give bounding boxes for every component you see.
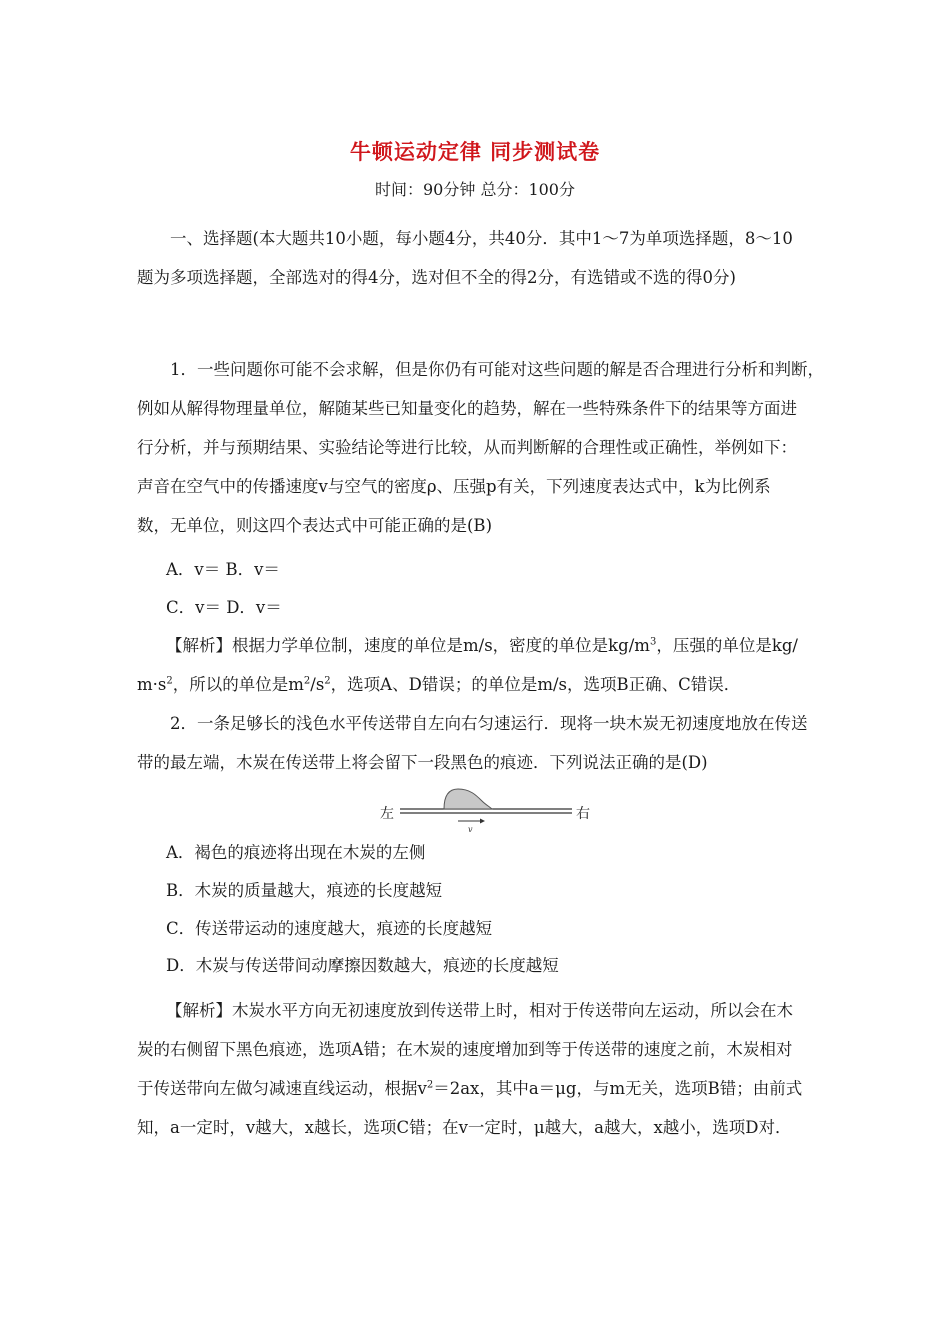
question-2-analysis-line: 【解析】木炭水平方向无初速度放到传送带上时，相对于传送带向左运动，所以会在木 <box>166 1001 793 1020</box>
analysis-text: ＝2ax，其中a＝μg，与m无关，选项B错；由前式 <box>433 1079 803 1098</box>
question-2-option: B．木炭的质量越大，痕迹的长度越短 <box>166 881 443 900</box>
analysis-text: /s <box>310 675 325 694</box>
charcoal-block-icon <box>444 789 492 809</box>
question-2-analysis-line: 知，a一定时，v越大，x越长，选项C错；在v一定时，μ越大，a越大，x越小，选项D对． <box>137 1118 792 1137</box>
analysis-text: m·s <box>137 675 167 694</box>
exam-info: 时间：90分钟 总分：100分 <box>375 180 575 199</box>
superscript: 2 <box>324 675 331 687</box>
superscript: 2 <box>303 675 311 687</box>
right-label: 右 <box>576 806 590 822</box>
question-2-option: A．褐色的痕迹将出现在木炭的左侧 <box>166 843 426 862</box>
section-heading-line: 题为多项选择题，全部选对的得4分，选对但不全的得2分，有选错或不选的得0分) <box>137 268 736 287</box>
question-1-line: 声音在空气中的传播速度v与空气的密度ρ、压强p有关，下列速度表达式中，k为比例系 <box>137 477 771 496</box>
analysis-text: 【解析】根据力学单位制，速度的单位是m/s，密度的单位是kg/m <box>166 636 650 655</box>
velocity-label: v <box>468 825 473 834</box>
question-1-analysis-line <box>166 635 798 657</box>
question-1-line: 数，无单位，则这四个表达式中可能正确的是(B) <box>137 516 492 535</box>
question-1-analysis-line <box>137 674 740 696</box>
superscript: 2 <box>166 675 173 687</box>
question-1-line: 行分析，并与预期结果、实验结论等进行比较，从而判断解的合理性或正确性，举例如下： <box>137 438 797 457</box>
left-label: 左 <box>380 806 394 822</box>
question-2-analysis-line: 炭的右侧留下黑色痕迹，选项A错；在木炭的速度增加到等于传送带的速度之前，木炭相对 <box>137 1040 793 1059</box>
section-heading-line: 一、选择题(本大题共10小题，每小题4分，共40分．其中1～7为单项选择题，8～10 <box>170 229 793 248</box>
question-1-options-cd: C．v＝ D．v＝ <box>166 598 282 617</box>
conveyor-belt-diagram <box>380 785 600 835</box>
analysis-text: 于传送带向左做匀减速直线运动，根据v <box>137 1079 427 1098</box>
question-1-line: 1．一些问题你可能不会求解，但是你仍有可能对这些问题的解是否合理进行分析和判断， <box>170 360 824 379</box>
question-2-line: 带的最左端，木炭在传送带上将会留下一段黑色的痕迹．下列说法正确的是(D) <box>137 753 708 772</box>
analysis-text: ，所以的单位是m <box>172 675 304 694</box>
analysis-text: ，选项A、D错误；的单位是m/s，选项B正确、C错误． <box>330 675 741 694</box>
superscript: 2 <box>426 1079 434 1091</box>
superscript: 3 <box>649 636 657 648</box>
arrowhead-icon <box>480 819 485 824</box>
question-1-options-ab: A．v＝ B．v＝ <box>166 560 280 579</box>
question-2-option: D．木炭与传送带间动摩擦因数越大，痕迹的长度越短 <box>166 956 559 975</box>
question-2-line: 2．一条足够长的浅色水平传送带自左向右匀速运行．现将一块木炭无初速度地放在传送 <box>170 714 808 733</box>
document-title: 牛顿运动定律 同步测试卷 <box>349 140 601 164</box>
question-2-analysis-line <box>137 1078 802 1100</box>
analysis-text: ，压强的单位是kg/ <box>656 636 798 655</box>
question-1-line: 例如从解得物理量单位，解随某些已知量变化的趋势，解在一些特殊条件下的结果等方面进 <box>137 399 797 418</box>
question-2-option: C．传送带运动的速度越大，痕迹的长度越短 <box>166 919 493 938</box>
